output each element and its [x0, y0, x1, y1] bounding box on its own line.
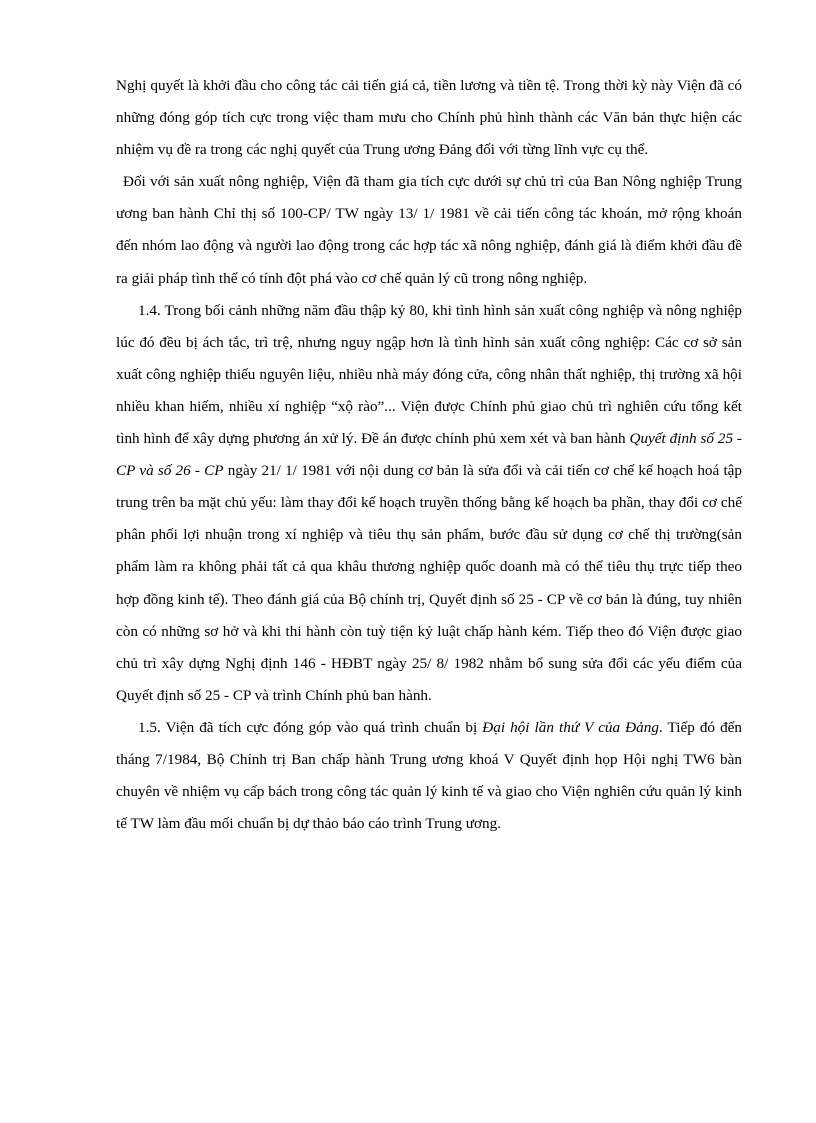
paragraph-1-5-text-b: . Tiếp đó đến tháng 7/1984, Bộ Chính trị Ban chấp hành Trung ương khoá V Quyết định họp Hội nghị TW6 bàn chuyên về nhiệm vụ cấp bách trong công tác quản lý kinh tế và giao cho Viện nghiên cứu quản lý kinh tế TW làm đầu mối chuẩn bị dự thảo báo cáo trình Trung ương.	[116, 718, 742, 833]
paragraph-1-5-italic: Đại hội lần thứ V của Đảng	[482, 718, 659, 736]
paragraph-1-4	[116, 295, 742, 712]
paragraph-1-4-text-a: 1.4. Trong bối cảnh những năm đầu thập kỷ 80, khi tình hình sản xuất công nghiệp và nông nghiệp lúc đó đều bị ách tắc, trì trệ, nhưng nguy ngập hơn là tình hình sản xuất công nghiệp: Các cơ sở sản xuất công nghiệp thiếu nguyên liệu, nhiều nhà máy đóng cửa, công nhân thất nghiệp, thị trường xã hội nhiều khan hiếm, nhiều xí nghiệp “xộ rào”... Viện được Chính phủ giao chủ trì nghiên cứu tổng kết tình hình để xây dựng phương án xử lý. Đề án được chính phủ xem xét và ban hành	[116, 301, 742, 448]
paragraph-1-5	[116, 712, 742, 840]
paragraph-2	[116, 166, 742, 294]
paragraph-1	[116, 70, 742, 166]
paragraph-2-text: Đối với sản xuất nông nghiệp, Viện đã tham gia tích cực dưới sự chủ trì của Ban Nông nghiệp Trung ương ban hành Chỉ thị số 100-CP/ TW ngày 13/ 1/ 1981 về cải tiến công tác khoán, mở rộng khoán đến nhóm lao động và người lao động trong các hợp tác xã nông nghiệp, đánh giá là điểm khởi đầu đề ra giải pháp tình thế có tính đột phá vào cơ chế quản lý cũ trong nông nghiệp.	[116, 173, 742, 287]
paragraph-1-4-text-b: ngày 21/ 1/ 1981 với nội dung cơ bản là sửa đổi và cải tiến cơ chế kế hoạch hoá tập trung trên ba mặt chủ yếu: làm thay đổi kế hoạch truyền thống bằng kế hoạch ba phần, thay đổi cơ chế phân phối lợi nhuận trong xí nghiệp và tiêu thụ sản phẩm, bước đầu sử dụng cơ chế thị trường(sản phẩm làm ra không phải tất cả qua khâu thương nghiệp quốc doanh mà có thể tiêu thụ trực tiếp theo hợp đồng kinh tế). Theo đánh giá của Bộ chính trị, Quyết định số 25 - CP về cơ bản là đúng, tuy nhiên còn có những sơ hở và khi thi hành còn tuỳ tiện kỷ luật chấp hành kém. Tiếp theo đó Viện được giao chủ trì xây dựng Nghị định 146 - HĐBT ngày 25/ 8/ 1982 nhằm bổ sung sửa đổi các yếu điểm của Quyết định số 25 - CP và trình Chính phủ ban hành.	[116, 462, 742, 704]
paragraph-1-5-text-a: 1.5. Viện đã tích cực đóng góp vào quá trình chuẩn bị	[138, 718, 483, 736]
paragraph-1-4-italic: Quyết định số 25 - CP và số 26 - CP	[116, 430, 742, 480]
paragraph-1-text: Nghị quyết là khởi đầu cho công tác cải tiến giá cả, tiền lương và tiền tệ. Trong thời kỳ này Viện đã có những đóng góp tích cực trong việc tham mưu cho Chính phủ hình thành các Văn bản thực hiện các nhiệm vụ đề ra trong các nghị quyết của Trung ương Đảng đối với từng lĩnh vực cụ thể.	[116, 77, 742, 159]
document-page	[116, 70, 742, 840]
